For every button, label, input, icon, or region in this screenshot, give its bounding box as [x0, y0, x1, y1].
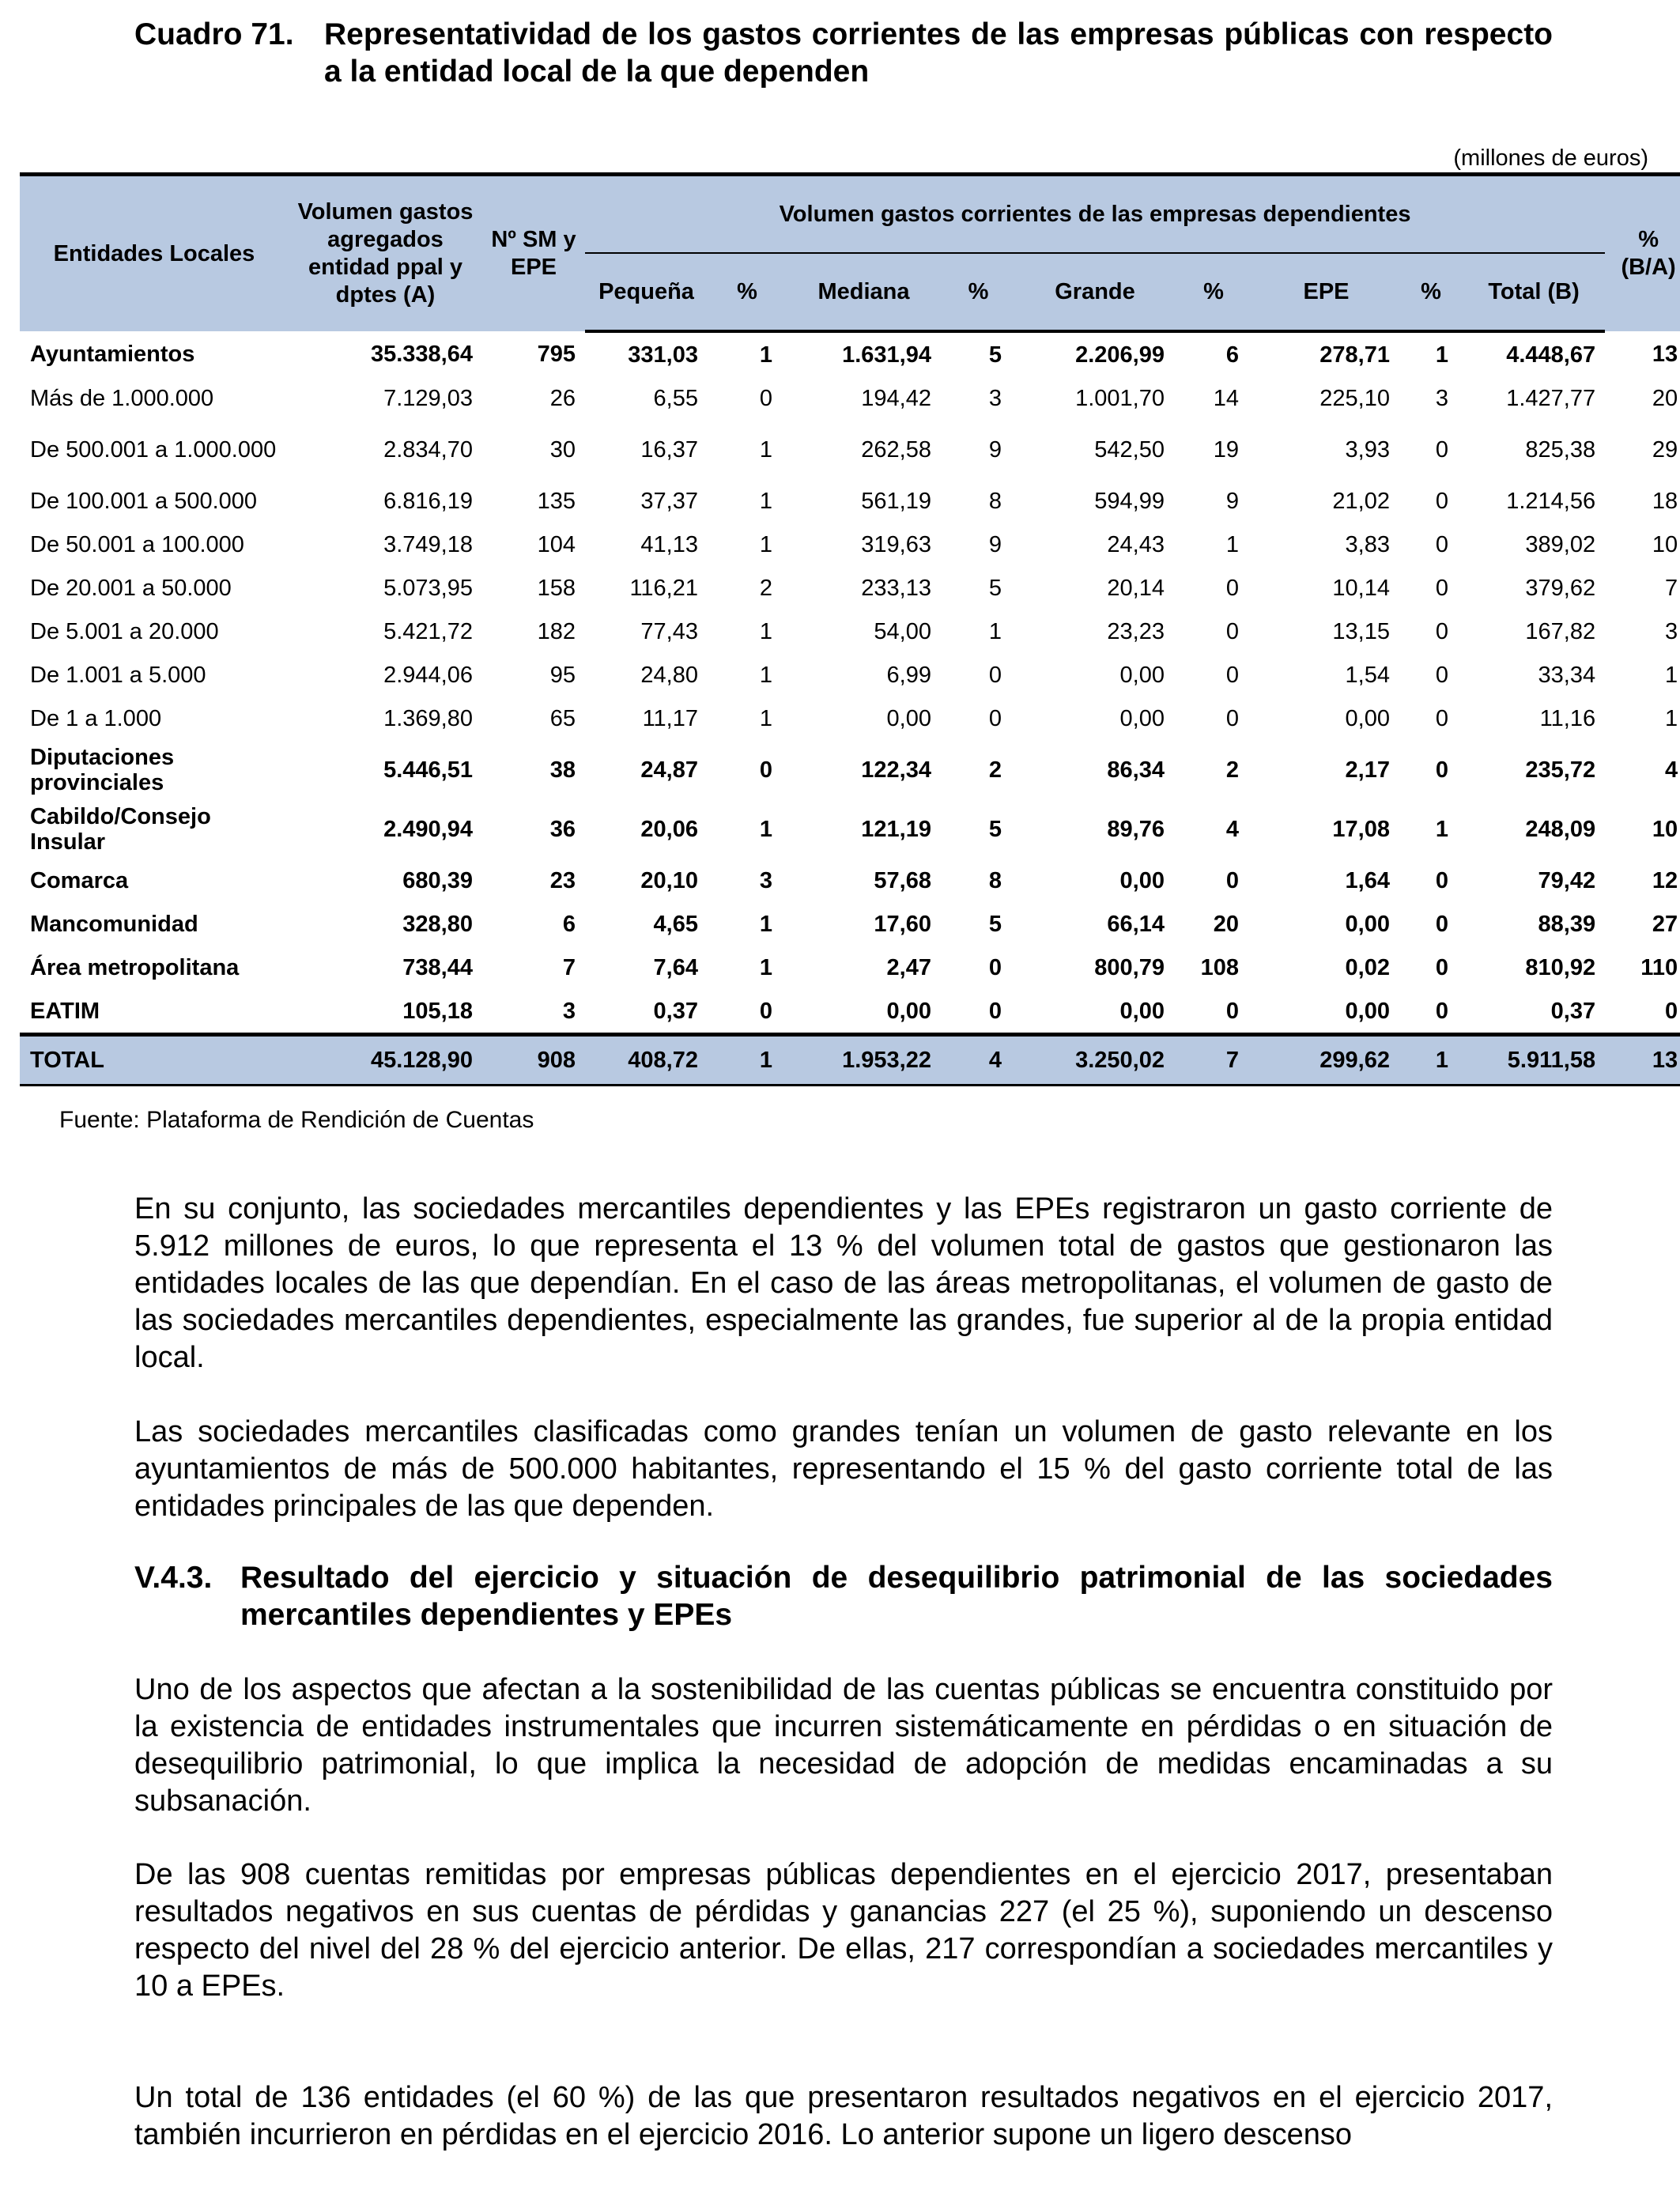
caption-label: Cuadro 71. [134, 17, 294, 51]
cell-pct-ba: 29 [1652, 436, 1678, 463]
cell-entidad: De 500.001 a 1.000.000 [30, 436, 277, 463]
cell-pequena: 11,17 [642, 705, 698, 731]
cell-mediana: 0,00 [886, 705, 931, 731]
cell-nsm: 6 [562, 911, 576, 937]
cell-pct-mediana: 0 [988, 705, 1002, 731]
cell-pct-epe: 0 [1435, 954, 1448, 980]
section-title: Resultado del ejercicio y situación de desequilibrio patrimonial de las sociedades mercantiles dependientes y EPEs [240, 1561, 1553, 1632]
cell-pct-ba: 18 [1652, 488, 1678, 514]
cell-pequena: 37,37 [640, 488, 698, 514]
cell-volumen: 5.446,51 [383, 757, 473, 783]
cell-pequena: 0,37 [653, 998, 698, 1024]
header-entidades: Entidades Locales [20, 175, 289, 332]
cell-pct-pequena: 3 [759, 867, 772, 893]
cell-pct-epe: 0 [1435, 911, 1448, 937]
cell-grande: 0,00 [1119, 867, 1165, 893]
cell-pct-mediana: 1 [988, 618, 1002, 644]
cell-nsm: 182 [537, 618, 576, 644]
table-row [20, 902, 1680, 946]
cell-grande: 89,76 [1107, 816, 1165, 842]
cell-pct-grande: 0 [1225, 998, 1239, 1024]
cell-mediana: 262,58 [861, 436, 931, 463]
cell-total: 167,82 [1525, 618, 1596, 644]
cell-pct-pequena: 0 [759, 757, 772, 783]
cell-mediana: 54,00 [874, 618, 931, 644]
cell-volumen: 680,39 [402, 867, 473, 893]
cell-entidad: EATIM [30, 998, 100, 1024]
cell-pct-ba: 1 [1664, 705, 1678, 731]
cell-pct-mediana: 3 [988, 385, 1002, 411]
cell-entidad: Ayuntamientos [30, 341, 195, 367]
units-note: (millones de euros) [1453, 145, 1648, 171]
cell-entidad: Área metropolitana [30, 954, 240, 980]
cell-nsm: 65 [549, 705, 576, 731]
cell-epe: 0,02 [1345, 954, 1390, 980]
table-row [20, 740, 1680, 799]
cell-pct-ba: 10 [1652, 531, 1678, 557]
cell-pct-ba: 0 [1664, 998, 1678, 1024]
cell-pct-grande: 19 [1213, 436, 1239, 463]
header-nsm: Nº SM y EPE [482, 175, 585, 332]
cell-pct-ba: 110 [1640, 954, 1678, 980]
cell-epe: 0,00 [1345, 911, 1390, 937]
cell-mediana: 122,34 [861, 757, 931, 783]
cell-volumen: 2.834,70 [383, 436, 473, 463]
cell-grande: 3.250,02 [1016, 1035, 1174, 1086]
cell-pct-grande: 0 [1225, 575, 1239, 601]
table-row [20, 566, 1680, 610]
source-note: Fuente: Plataforma de Rendición de Cuentas [59, 1107, 534, 1133]
cell-pct-epe: 0 [1435, 531, 1448, 557]
cell-grande: 542,50 [1094, 436, 1165, 463]
cell-pct-mediana: 2 [988, 757, 1002, 783]
cell-total: 33,34 [1538, 662, 1596, 688]
cell-pct-epe: 0 [1435, 575, 1448, 601]
cell-entidad: Mancomunidad [30, 911, 198, 937]
cell-pct-grande: 2 [1225, 757, 1239, 783]
cell-entidad: De 50.001 a 100.000 [30, 531, 244, 557]
cell-pct-ba: 27 [1652, 911, 1678, 937]
header-pct-epe: % [1399, 253, 1463, 331]
cell-grande: 800,79 [1094, 954, 1165, 980]
cell-total: 88,39 [1538, 911, 1596, 937]
cell-pct-ba: 13 [1652, 341, 1678, 367]
cell-pct-pequena: 1 [759, 436, 772, 463]
cell-pct-epe: 1 [1435, 342, 1448, 368]
cell-pct-grande: 0 [1225, 662, 1239, 688]
table-row [20, 989, 1680, 1035]
cell-pct-epe: 3 [1435, 385, 1448, 411]
cell-pequena: 24,87 [640, 757, 698, 783]
header-grande: Grande [1016, 253, 1174, 331]
cell-total: 11,16 [1539, 705, 1596, 731]
cell-pequena: 408,72 [585, 1035, 708, 1086]
cell-pct-mediana: 0 [988, 954, 1002, 980]
cell-entidad: Diputaciones provinciales [30, 744, 175, 795]
cell-pct-grande: 108 [1200, 954, 1239, 980]
cell-nsm: 908 [482, 1035, 585, 1086]
cell-epe: 10,14 [1332, 575, 1390, 601]
cell-nsm: 26 [549, 385, 576, 411]
cell-pct-ba: 13 [1605, 1035, 1680, 1086]
cell-mediana: 194,42 [861, 385, 931, 411]
header-total: Total (B) [1463, 253, 1605, 331]
cell-entidad: TOTAL [20, 1035, 289, 1086]
cell-epe: 0,00 [1345, 705, 1390, 731]
cell-volumen: 7.129,03 [383, 385, 473, 411]
cell-pct-mediana: 9 [988, 531, 1002, 557]
cell-grande: 86,34 [1107, 757, 1165, 783]
cell-pct-pequena: 1 [759, 954, 772, 980]
cell-epe: 299,62 [1253, 1035, 1399, 1086]
cell-nsm: 7 [562, 954, 576, 980]
cell-pct-mediana: 9 [988, 436, 1002, 463]
cell-pct-mediana: 0 [988, 662, 1002, 688]
header-group: Volumen gastos corrientes de las empresas dependientes [585, 175, 1605, 254]
paragraph-3: Uno de los aspectos que afectan a la sostenibilidad de las cuentas públicas se encuentra constituido por la existencia de entidades instrumentales que incurren sistemáticamente en pérdidas o en situación de desequilibrio patrimonial, lo que implica la necesidad de adopción de medidas encaminadas a su subsanación. [134, 1673, 1553, 1818]
cell-pct-ba: 7 [1664, 575, 1678, 601]
cell-nsm: 36 [549, 816, 576, 842]
cell-pct-epe: 0 [1435, 998, 1448, 1024]
cell-pct-grande: 1 [1225, 531, 1239, 557]
cell-mediana: 121,19 [861, 816, 931, 842]
section-number: V.4.3. [134, 1561, 213, 1595]
cell-mediana: 561,19 [861, 488, 931, 514]
cell-epe: 3,83 [1345, 531, 1390, 557]
cell-pct-epe: 0 [1435, 436, 1448, 463]
table-row [20, 420, 1680, 479]
cell-pct-pequena: 1 [759, 342, 772, 368]
cell-pct-pequena: 1 [759, 662, 772, 688]
cell-volumen: 2.490,94 [383, 816, 473, 842]
table-row [20, 331, 1680, 376]
cell-volumen: 3.749,18 [383, 531, 473, 557]
cell-total: 1.427,77 [1506, 385, 1596, 411]
cell-nsm: 104 [537, 531, 576, 557]
table-row [20, 946, 1680, 989]
cell-pct-mediana: 8 [988, 867, 1002, 893]
cell-grande: 23,23 [1107, 618, 1165, 644]
table-caption [134, 16, 1553, 90]
cell-pct-grande: 6 [1225, 342, 1239, 368]
cell-grande: 66,14 [1107, 911, 1165, 937]
cell-pct-ba: 4 [1664, 757, 1678, 783]
cell-total: 389,02 [1525, 531, 1596, 557]
cell-mediana: 319,63 [861, 531, 931, 557]
cell-nsm: 135 [537, 488, 576, 514]
header-mediana: Mediana [787, 253, 941, 331]
cell-pequena: 20,10 [640, 867, 698, 893]
cell-total: 0,37 [1550, 998, 1596, 1024]
cell-nsm: 158 [537, 575, 576, 601]
cell-pct-mediana: 5 [988, 911, 1002, 937]
section-heading [134, 1559, 1553, 1633]
cell-pct-grande: 7 [1174, 1035, 1253, 1086]
cell-total: 79,42 [1538, 867, 1596, 893]
cell-pequena: 331,03 [628, 342, 698, 368]
cell-pct-mediana: 0 [988, 998, 1002, 1024]
header-pct-grande: % [1174, 253, 1253, 331]
cell-grande: 20,14 [1107, 575, 1165, 601]
cell-pct-grande: 9 [1225, 488, 1239, 514]
table-row [20, 859, 1680, 902]
cell-entidad: Cabildo/Consejo Insular [30, 803, 211, 855]
table-row [20, 610, 1680, 653]
cell-volumen: 5.421,72 [383, 618, 473, 644]
paragraph-4: De las 908 cuentas remitidas por empresas públicas dependientes en el ejercicio 2017, presentaban resultados negativos en sus cuentas de pérdidas y ganancias 227 (el 25 %), suponiendo un descenso respecto del nivel del 28 % del ejercicio anterior. De ellas, 217 correspondían a sociedades mercantiles y 10 a EPEs. [134, 1858, 1553, 2003]
cell-nsm: 95 [549, 662, 576, 688]
cell-pequena: 20,06 [640, 816, 698, 842]
cell-pequena: 41,13 [640, 531, 698, 557]
cell-pct-grande: 0 [1225, 618, 1239, 644]
cell-pequena: 16,37 [640, 436, 698, 463]
cell-nsm: 795 [537, 341, 576, 367]
cell-pct-mediana: 4 [941, 1035, 1016, 1086]
cell-entidad: Más de 1.000.000 [30, 385, 214, 411]
header-pct-ba: % (B/A) [1605, 175, 1680, 332]
header-pct-pequena: % [708, 253, 787, 331]
cell-volumen: 105,18 [402, 998, 473, 1024]
cell-pct-ba: 10 [1652, 816, 1678, 842]
cell-total: 810,92 [1525, 954, 1596, 980]
cell-pct-pequena: 2 [759, 575, 772, 601]
table-row [20, 479, 1680, 523]
cell-pequena: 24,80 [640, 662, 698, 688]
cell-mediana: 1.953,22 [787, 1035, 941, 1086]
cell-pct-epe: 0 [1435, 618, 1448, 644]
cell-grande: 0,00 [1119, 998, 1165, 1024]
cell-entidad: De 20.001 a 50.000 [30, 575, 232, 601]
cell-pct-epe: 1 [1399, 1035, 1463, 1086]
cell-pct-pequena: 1 [759, 488, 772, 514]
cell-mediana: 233,13 [861, 575, 931, 601]
cell-epe: 21,02 [1332, 488, 1390, 514]
cell-grande: 24,43 [1107, 531, 1165, 557]
header-pct-mediana: % [941, 253, 1016, 331]
cell-epe: 17,08 [1332, 816, 1390, 842]
cell-volumen: 6.816,19 [383, 488, 473, 514]
cell-volumen: 35.338,64 [370, 341, 473, 367]
cell-epe: 1,54 [1345, 662, 1390, 688]
cell-epe: 278,71 [1319, 342, 1390, 368]
paragraph-2: Las sociedades mercantiles clasificadas como grandes tenían un volumen de gasto relevante en los ayuntamientos de más de 500.000 habitantes, representando el 15 % del gasto corriente total de las entidades principales de las que dependen. [134, 1415, 1553, 1523]
cell-mediana: 2,47 [886, 954, 931, 980]
cell-pct-mediana: 5 [988, 816, 1002, 842]
cell-grande: 594,99 [1094, 488, 1165, 514]
cell-pct-epe: 0 [1435, 705, 1448, 731]
cell-entidad: De 100.001 a 500.000 [30, 488, 258, 514]
cell-pct-pequena: 1 [759, 911, 772, 937]
cell-total: 825,38 [1525, 436, 1596, 463]
cell-pct-grande: 0 [1225, 867, 1239, 893]
cell-pct-ba: 3 [1664, 618, 1678, 644]
table-total-row [20, 1035, 1680, 1086]
caption-title: Representatividad de los gastos corrientes de las empresas públicas con respecto a la entidad local de la que dependen [324, 17, 1553, 89]
cell-mediana: 17,60 [874, 911, 931, 937]
cell-pct-epe: 0 [1435, 488, 1448, 514]
cell-pct-pequena: 1 [759, 705, 772, 731]
cell-pct-pequena: 0 [759, 385, 772, 411]
cell-pct-epe: 0 [1435, 867, 1448, 893]
cell-pct-pequena: 1 [759, 531, 772, 557]
cell-pct-ba: 1 [1664, 662, 1678, 688]
cell-entidad: Comarca [30, 867, 129, 893]
cell-pct-ba: 12 [1652, 867, 1678, 893]
cell-pct-pequena: 1 [759, 618, 772, 644]
table-row [20, 799, 1680, 859]
cell-total: 5.911,58 [1463, 1035, 1605, 1086]
cell-volumen: 1.369,80 [383, 705, 473, 731]
cell-pequena: 4,65 [653, 911, 698, 937]
cell-volumen: 738,44 [402, 954, 473, 980]
cell-entidad: De 1.001 a 5.000 [30, 662, 206, 688]
expenses-table-container [20, 172, 1678, 1086]
cell-nsm: 3 [562, 998, 576, 1024]
cell-nsm: 38 [549, 757, 576, 783]
cell-volumen: 5.073,95 [383, 575, 473, 601]
cell-epe: 0,00 [1345, 998, 1390, 1024]
cell-pct-grande: 20 [1213, 911, 1239, 937]
cell-pct-ba: 20 [1652, 385, 1678, 411]
cell-entidad: De 5.001 a 20.000 [30, 618, 219, 644]
cell-total: 235,72 [1525, 757, 1596, 783]
table-row [20, 523, 1680, 566]
cell-epe: 13,15 [1332, 618, 1390, 644]
cell-nsm: 30 [549, 436, 576, 463]
cell-pct-pequena: 1 [759, 816, 772, 842]
table-row [20, 697, 1680, 740]
expenses-table [20, 172, 1680, 1086]
cell-volumen: 45.128,90 [289, 1035, 482, 1086]
cell-pequena: 77,43 [640, 618, 698, 644]
cell-mediana: 6,99 [886, 662, 931, 688]
cell-total: 379,62 [1525, 575, 1596, 601]
cell-pct-epe: 1 [1435, 816, 1448, 842]
cell-pct-grande: 0 [1225, 705, 1239, 731]
cell-epe: 2,17 [1345, 757, 1390, 783]
cell-grande: 2.206,99 [1075, 342, 1165, 368]
table-row [20, 376, 1680, 420]
cell-mediana: 1.631,94 [842, 342, 931, 368]
cell-nsm: 23 [549, 867, 576, 893]
header-pequena: Pequeña [585, 253, 708, 331]
cell-grande: 1.001,70 [1075, 385, 1165, 411]
cell-pequena: 7,64 [653, 954, 698, 980]
cell-pct-mediana: 8 [988, 488, 1002, 514]
header-volumen: Volumen gastos agregados entidad ppal y dptes (A) [289, 175, 482, 332]
cell-pequena: 116,21 [629, 575, 698, 601]
paragraph-1: En su conjunto, las sociedades mercantiles dependientes y las EPEs registraron un gasto corriente de 5.912 millones de euros, lo que representa el 13 % del volumen total de gastos que gestionaron las entidades locales de las que dependían. En el caso de las áreas metropolitanas, el volumen de gasto de las sociedades mercantiles dependientes, especialmente las grandes, fue superior al de la propia entidad local. [134, 1192, 1553, 1374]
cell-mediana: 57,68 [874, 867, 931, 893]
cell-total: 1.214,56 [1506, 488, 1596, 514]
cell-mediana: 0,00 [886, 998, 931, 1024]
cell-grande: 0,00 [1119, 662, 1165, 688]
table-body [20, 331, 1680, 1086]
cell-volumen: 2.944,06 [383, 662, 473, 688]
cell-pct-mediana: 5 [988, 342, 1002, 368]
paragraph-5: Un total de 136 entidades (el 60 %) de las que presentaron resultados negativos en el ejercicio 2017, también incurrieron en pérdidas en el ejercicio 2016. Lo anterior supone un ligero descenso [134, 2081, 1553, 2151]
cell-pct-pequena: 0 [759, 998, 772, 1024]
cell-total: 248,09 [1525, 816, 1596, 842]
cell-epe: 225,10 [1319, 385, 1390, 411]
cell-entidad: De 1 a 1.000 [30, 705, 162, 731]
cell-pct-mediana: 5 [988, 575, 1002, 601]
cell-epe: 3,93 [1345, 436, 1390, 463]
header-epe: EPE [1253, 253, 1399, 331]
cell-pct-grande: 4 [1225, 816, 1239, 842]
cell-pequena: 6,55 [653, 385, 698, 411]
cell-volumen: 328,80 [402, 911, 473, 937]
cell-pct-epe: 0 [1435, 662, 1448, 688]
cell-total: 4.448,67 [1506, 342, 1596, 368]
cell-epe: 1,64 [1345, 867, 1390, 893]
cell-pct-grande: 14 [1213, 385, 1239, 411]
cell-pct-pequena: 1 [708, 1035, 787, 1086]
table-row [20, 653, 1680, 697]
cell-grande: 0,00 [1119, 705, 1165, 731]
cell-pct-epe: 0 [1435, 757, 1448, 783]
